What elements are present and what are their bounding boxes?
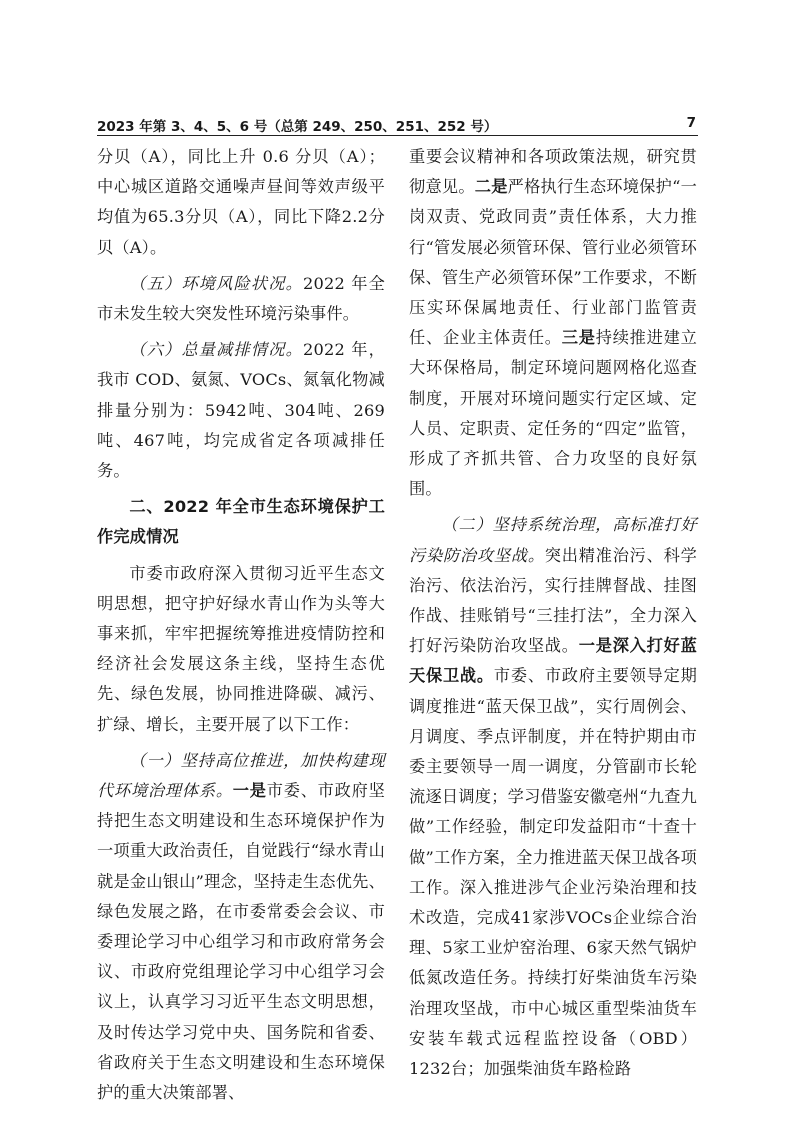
paragraph-emission	[97, 335, 385, 486]
section-title: 二、2022 年全市生态环境保护工作完成情况	[97, 497, 385, 547]
paragraph-governance-text: 市委、市政府坚持把生态文明建设和生态环境保护作为一项重大政治责任，自觉践行“绿水青山就是金山银山”理念，坚持走生态优先、绿色发展之路，在市委常委会会议、市委理论学习中心组学习和市政府常务会议、市政府党组理论学习中心组学习会议上，认真学习习近平生态文明思想，及时传达学习党中央、国务院和省委、省政府关于生态文明建设和生态环境保护的重大决策部署、	[97, 781, 385, 1103]
text-segment: 持续推进建立大环保格局，制定环境问题网格化巡查制度，开展对环境问题实行定区域、定人员、定职责、定任务的“四定”监管，形成了齐抓共管、合力攻坚的良好氛围。	[409, 328, 697, 499]
text-segment: 重要会议精神和各项政策法规，研究贯彻意见。	[409, 147, 697, 197]
bold-marker-third: 三是	[561, 328, 596, 348]
paragraph-noise: 分贝（A），同比上升 0.6 分贝（A）；中心城区道路交通噪声昼间等效声级平均值为65.3分贝（A），同比下降2.2分贝（A）。	[97, 147, 385, 257]
page-number: 7	[686, 115, 696, 131]
paragraph-pollution	[409, 510, 697, 1084]
bold-marker-first: 一是	[232, 781, 267, 801]
paragraph-risk-text: 2022 年全市未发生较大突发性环境污染事件。	[97, 273, 386, 324]
text-segment: 突出精准治污、科学治污、依法治污，实行挂牌督战、挂图作战、挂账销号“三挂打法”，全力深入打好污染防治攻坚战。	[409, 545, 697, 656]
paragraph-risk	[97, 269, 385, 329]
bold-blue-sky: 一是深入打好蓝天保卫战。	[409, 636, 698, 686]
right-column	[409, 142, 697, 1084]
paragraph-governance	[97, 746, 385, 1108]
text-segment: 市委、市政府主要领导定期调度推进“蓝天保卫战”，实行周例会、月调度、季点评制度，并在特护期由市委主要领导一周一调度，分管副市长轮流逐日调度；学习借鉴安徽亳州“九查九做”工作经验，制定印发益阳市“十查十做”工作方案，全力推进蓝天保卫战各项工作。深入推进涉气企业污染治理和技术改造，完成41家涉VOCs企业综合治理、5家工业炉窑治理、6家天然气锅炉低氮改造任务。持续打好柴油货车污染治理攻坚战，市中心城区重型柴油货车安装车载式远程监控设备（OBD）1232台；加强柴油货车路检路	[409, 666, 698, 1079]
bold-marker-second: 二是	[474, 177, 508, 197]
paragraph-emission-text: 2022 年，我市 COD、氨氮、VOCs、氮氧化物减排量分别为：5942吨、304吨、269吨、467吨，均完成省定各项减排任务。	[97, 340, 386, 481]
text-segment: 严格执行生态环境保护“一岗双责、党政同责”责任体系，大力推行“管发展必须管环保、管行业必须管环保、管生产必须管环保”工作要求，不断压实环保属地责任、行业部门监管责任、企业主体责任。	[409, 177, 697, 348]
subheading-risk: （五）环境风险状况。	[129, 273, 303, 293]
subheading-pollution: （二）坚持系统治理，高标准打好污染防治攻坚战。	[409, 515, 697, 565]
left-column	[97, 142, 385, 1108]
paragraph-continued	[409, 142, 697, 504]
running-header	[97, 113, 698, 136]
subheading-governance: （一）坚持高位推进，加快构建现代环境治理体系。	[97, 750, 385, 801]
issue-info: 2023 年第 3、4、5、6 号（总第 249、250、251、252 号）	[97, 119, 498, 135]
paragraph-intro: 市委市政府深入贯彻习近平生态文明思想，把守护好绿水青山作为头等大事来抓，牢牢把握统筹推进疫情防控和经济社会发展这条主线，坚持生态优先、绿色发展，协同推进降碳、减污、扩绿、增长，主要开展了以下工作：	[97, 563, 385, 734]
subheading-emission: （六）总量减排情况。	[129, 340, 303, 360]
